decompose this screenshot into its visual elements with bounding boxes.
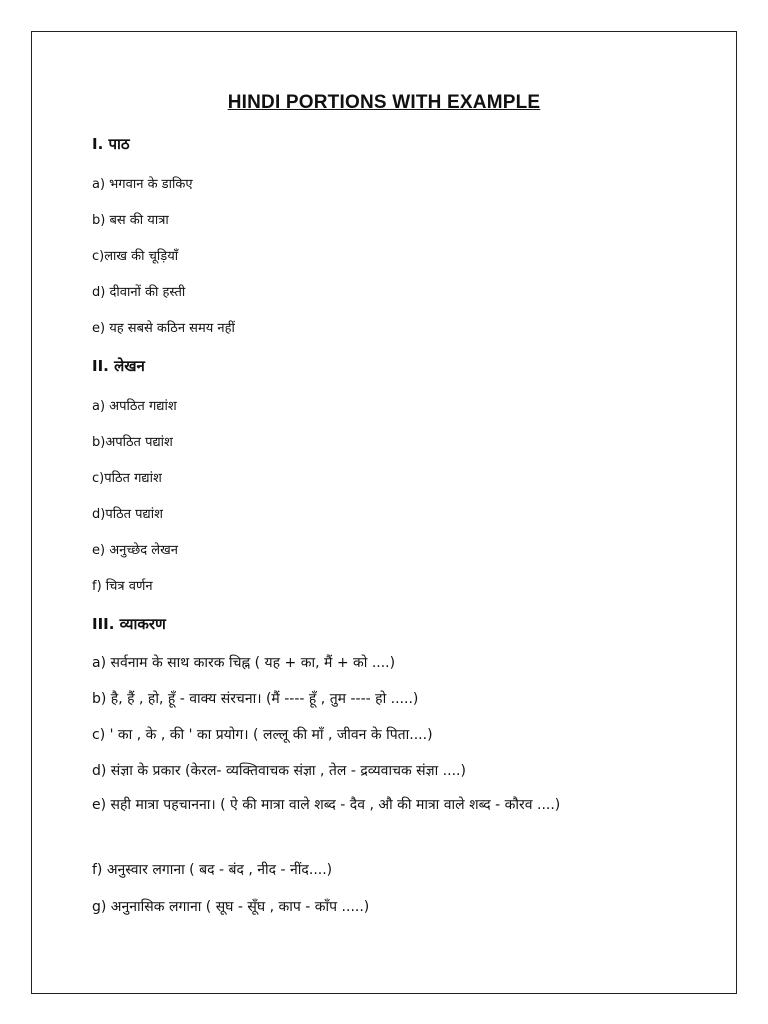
list-item: a) अपठित गद्यांश xyxy=(92,399,177,414)
list-item: e) यह सबसे कठिन समय नहीं xyxy=(92,321,235,336)
list-item: d) दीवानों की हस्ती xyxy=(92,285,186,300)
list-item: e) सही मात्रा पहचानना। ( ऐ की मात्रा वाले शब्द - दैव , औ की मात्रा वाले शब्द - कौरव ....) xyxy=(92,797,561,813)
list-item: e) अनुच्छेद लेखन xyxy=(92,543,178,558)
list-item: a) सर्वनाम के साथ कारक चिह्न ( यह + का, मैं + को ....) xyxy=(92,655,396,671)
section-heading-path: I. पाठ xyxy=(92,135,130,153)
list-item: a) भगवान के डाकिए xyxy=(92,177,193,192)
list-item: d)पठित पद्यांश xyxy=(92,507,163,522)
list-item: g) अनुनासिक लगाना ( सूघ - सूँघ , काप - काँप .....) xyxy=(92,899,370,915)
list-item: c)पठित गद्यांश xyxy=(92,471,162,486)
list-item: d) संज्ञा के प्रकार (केरल- व्यक्तिवाचक संज्ञा , तेल - द्रव्यवाचक संज्ञा ....) xyxy=(92,763,466,779)
list-item: f) चित्र वर्णन xyxy=(92,579,153,594)
section-heading-lekhan: II. लेखन xyxy=(92,357,145,375)
list-item: c)लाख की चूड़ियाँ xyxy=(92,249,179,264)
list-item: b) है, हैं , हो, हूँ - वाक्य संरचना। (मैं ---- हूँ , तुम ---- हो .....) xyxy=(92,691,419,707)
list-item: c) ' का , के , की ' का प्रयोग। ( लल्लू की माँ , जीवन के पिता....) xyxy=(92,727,433,743)
list-item: b) बस की यात्रा xyxy=(92,213,169,228)
list-item: f) अनुस्वार लगाना ( बद - बंद , नीद - नींद....) xyxy=(92,862,333,878)
section-heading-vyakaran: III. व्याकरण xyxy=(92,615,166,633)
list-item: b)अपठित पद्यांश xyxy=(92,435,173,450)
document-title: HINDI PORTIONS WITH EXAMPLE xyxy=(227,92,541,113)
